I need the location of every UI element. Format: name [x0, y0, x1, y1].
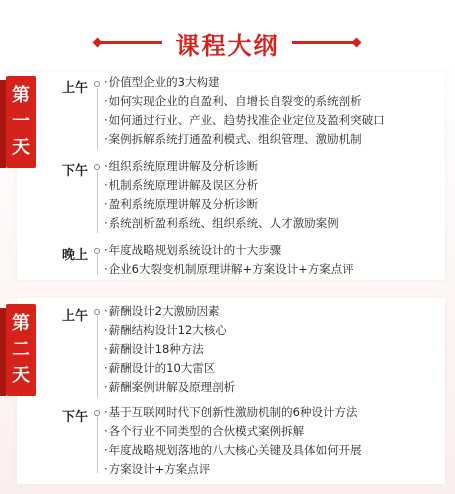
list-item: · 案例拆解系统打通盈利模式、组织管理、激励机制	[104, 130, 362, 148]
session-label: 晚上	[62, 248, 89, 263]
timeline-dot	[94, 248, 100, 254]
list-item: · 薪酬设计的10大雷区	[104, 359, 215, 377]
day-1-tab-char: 一	[12, 111, 30, 132]
list-item: · 系统剖析盈利系统、组织系统、人才激励案例	[104, 214, 339, 232]
list-item: · 年度战略规划系统设计的十大步骤	[104, 241, 281, 259]
timeline-line	[97, 316, 98, 398]
day-2-tab-char: 天	[12, 365, 30, 386]
list-item: · 各个行业不同类型的合伙模式案例拆解	[104, 422, 304, 440]
timeline-line	[97, 171, 98, 233]
day-1-tab-char: 第	[12, 85, 30, 106]
list-item: · 基于互联网时代下创新性激励机制的6种设计方法	[104, 403, 357, 421]
list-item: · 盈利系统原理讲解及分析诊断	[104, 195, 258, 213]
list-item: · 年度战略规划落地的八大核心关键及具体如何开展	[104, 441, 362, 459]
session-label: 下午	[62, 410, 89, 425]
session-label: 上午	[62, 309, 89, 324]
list-item: · 薪酬设计18种方法	[104, 340, 204, 358]
list-item: · 机制系统原理讲解及误区分析	[104, 176, 258, 194]
timeline-line	[97, 255, 98, 275]
list-item: · 薪酬结构设计12大核心	[104, 321, 227, 339]
day-2-tab	[6, 304, 36, 396]
timeline-dot	[94, 164, 100, 170]
list-item: · 企业6大裂变机制原理讲解+方案设计+方案点评	[104, 260, 354, 278]
timeline-line	[97, 88, 98, 150]
title-banner	[0, 20, 455, 60]
list-item: · 薪酬案例讲解及原理剖析	[104, 378, 235, 396]
session-label: 下午	[62, 164, 89, 179]
day-1-tab	[6, 76, 36, 168]
timeline-dot	[94, 410, 100, 416]
timeline-dot	[94, 81, 100, 87]
title-decor-right	[292, 41, 356, 44]
list-item: · 方案设计+方案点评	[104, 460, 210, 478]
list-item: · 组织系统原理讲解及分析诊断	[104, 157, 258, 175]
session-label: 上午	[62, 81, 89, 96]
list-item: · 如何通过行业、产业、趋势找准企业定位及盈利突破口	[104, 111, 385, 129]
day-2-tab-char: 二	[12, 339, 30, 360]
list-item: · 如何实现企业的自盈利、自增长自裂变的系统剖析	[104, 92, 362, 110]
list-item: · 薪酬设计2大激励因素	[104, 302, 219, 320]
day-2-tab-char: 第	[12, 313, 30, 334]
list-item: · 价值型企业的3大构建	[104, 73, 219, 91]
timeline-line	[97, 417, 98, 473]
page-title: 课程大纲	[175, 32, 280, 60]
day-1-tab-char: 天	[12, 137, 30, 158]
timeline-dot	[94, 309, 100, 315]
